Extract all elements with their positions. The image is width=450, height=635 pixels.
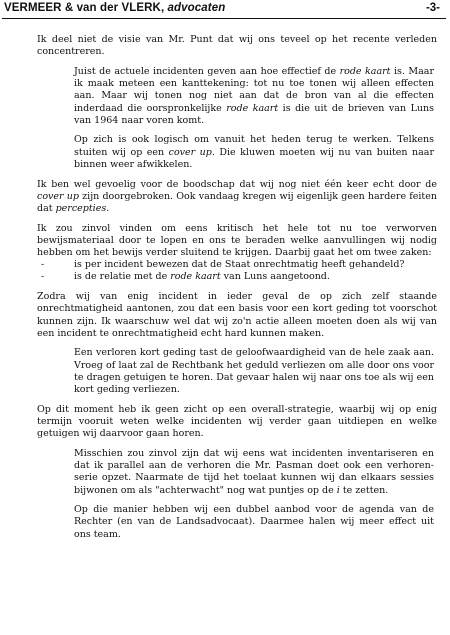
paragraph-5: Ik zou zinvol vinden om eens kritisch het hele tot nu toe verworven bewijsmateriaal door te lopen en ons te beraden welke aanvullingen wij nodig hebben om het bewijs verder sluitend te krijgen. Daarbij gaat het om twee zaken: (37, 222, 437, 259)
emphasis: rode kaart (339, 65, 391, 77)
paragraph-4 (37, 179, 437, 216)
firm-name (4, 2, 225, 14)
firm-name-main: VERMEER & van der VLERK, (4, 2, 168, 14)
text: is die uit de brieven van Luns van 1964 naar voren komt. (74, 102, 434, 126)
emphasis: rode kaart (170, 271, 221, 283)
question-list (37, 259, 437, 283)
paragraph-3 (74, 134, 434, 171)
paragraph-7: Een verloren kort geding tast de geloofwaardigheid van de hele zaak aan. Vroeg of laat zal de Rechtbank het geduld verliezen om alle door ons voor te dragen getuigen te horen. Dat gevaar halen wij naar ons toe als wij een kort geding verliezen. (74, 347, 434, 396)
emphasis: percepties (55, 202, 107, 214)
text: is per incident bewezen dat de Staat onrechtmatig heeft gehandeld? (74, 259, 405, 271)
dash-bullet: - (41, 271, 45, 283)
text: Juist de actuele incidenten geven aan hoe effectief de (74, 65, 340, 77)
list-item (37, 271, 437, 283)
paragraph-2 (74, 66, 434, 127)
dash-bullet: - (41, 259, 45, 271)
page-number: -3- (425, 2, 440, 14)
text: van Luns aangetoond. (220, 271, 330, 283)
firm-name-sub: advocaten (167, 2, 226, 14)
text: Op zich is ook logisch om vanuit het heden terug te werken. Telkens stuiten wij op een (74, 134, 434, 158)
paragraph-6: Zodra wij van enig incident in ieder geval de op zich zelf staande onrechtmatigheid aantonen, zou dat een basis voor een kort geding tot voorschot kunnen zijn. Ik waarschuw wel dat wij zo'n actie alleen moeten doen als wij van een incident te onrechtmatigheid echt hard kunnen maken. (37, 291, 437, 339)
emphasis: cover up (168, 146, 212, 158)
text: Misschien zou zinvol zijn dat wij eens wat incidenten inventariseren en dat ik parallel aan de verhoren die Mr. Pasman doet ook een verhoren-serie opzet. Naarmate de tijd het toelaat kunnen wij dan elkaars sessies bijwonen om als "achterwacht" nog wat puntjes op de (74, 447, 434, 496)
paragraph-9 (74, 448, 434, 497)
emphasis: rode kaart (226, 102, 279, 114)
letter-body (37, 34, 437, 548)
paragraph-8: Op dit moment heb ik geen zicht op een overall-strategie, waarbij wij op enig termijn vooruit weten welke incidenten wij verder gaan uitdiepen en welke getuigen wij daarvoor gaan horen. (37, 403, 437, 440)
text: . Die kluwen moeten wij nu van buiten naar binnen weer afwikkelen. (74, 146, 435, 170)
text: zijn doorgebroken. Ook vandaag kregen wij eigenlijk geen hardere feiten dat (37, 190, 437, 214)
text: te zetten. (339, 484, 389, 496)
emphasis: cover up (37, 190, 79, 202)
paragraph-10: Op die manier hebben wij een dubbel aanbod voor de agenda van de Rechter (en van de Landsadvocaat). Daarmee halen wij meer effect uit ons team. (74, 504, 434, 540)
list-item (37, 259, 437, 271)
text: is de relatie met de (74, 271, 171, 283)
emphasis: i (336, 484, 340, 496)
text: Ik ben wel gevoelig voor de boodschap dat wij nog niet één keer echt door de (37, 178, 437, 190)
text: . (106, 202, 110, 214)
paragraph-1: Ik deel niet de visie van Mr. Punt dat wij ons teveel op het recente verleden concentreren. (37, 34, 437, 58)
text: is. Maar ik maak meteen een kanttekening: tot nu toe tonen wij alleen effecten aan. Maar wij tonen nog niet aan dat de bron van al die effecten inderdaad die oorspronkelijke (74, 65, 434, 114)
page-header (2, 2, 446, 19)
